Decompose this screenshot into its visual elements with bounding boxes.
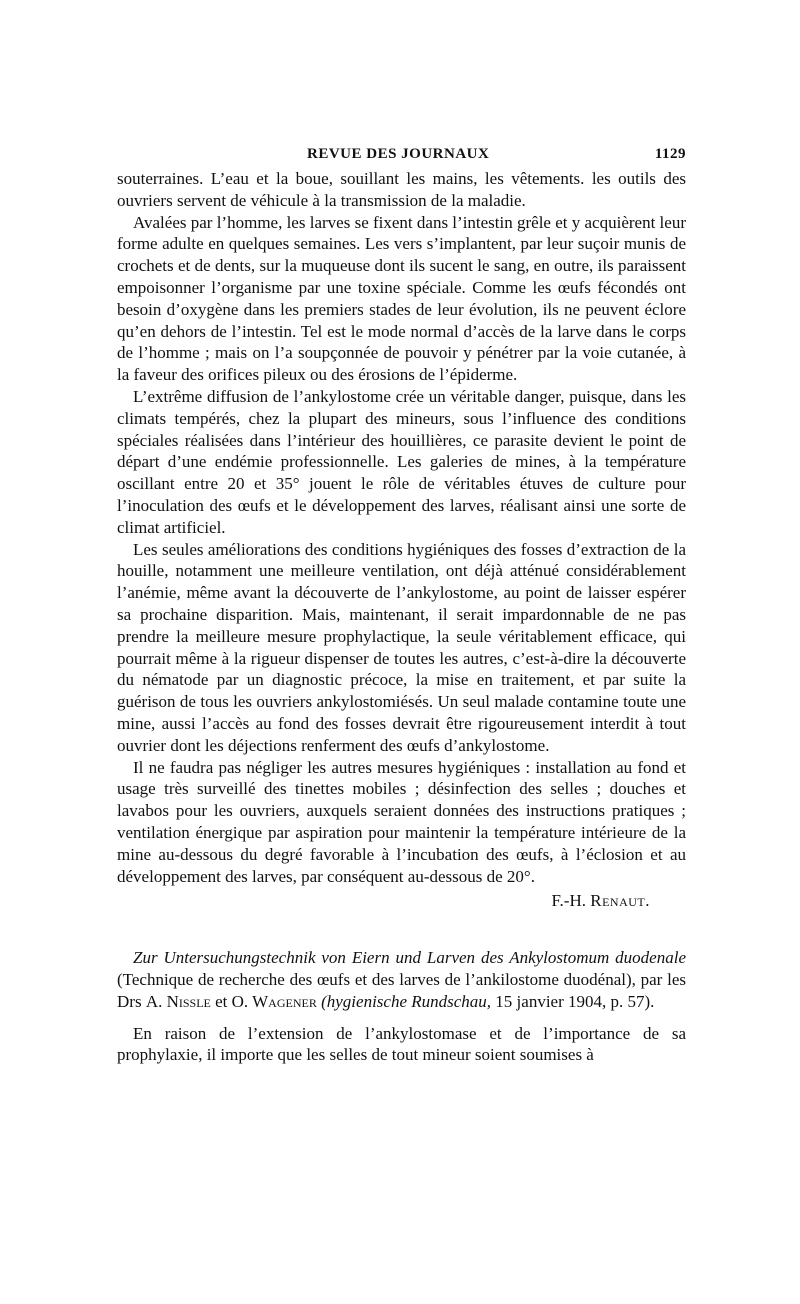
reference-date: 15 janvier 1904, p. 57).: [495, 991, 655, 1011]
author-signature: [117, 891, 686, 911]
reference-author-2: O. Wagener: [231, 991, 317, 1011]
reference-conjunction: et: [215, 991, 228, 1011]
running-head-title: REVUE DES JOURNAUX: [307, 146, 490, 162]
paragraph: En raison de l’extension de l’ankylostomase et de l’importance de sa prophylaxie, il importe que les selles de tout mineur soient soumises à: [117, 1023, 686, 1065]
signature-initials: F.-H.: [551, 891, 586, 911]
page-number: 1129: [654, 146, 686, 162]
paragraph: Les seules améliorations des conditions hygiéniques des fosses d’extraction de la houille, notamment une meilleure ventilation, ont déjà atténué considérablement l’anémie, même avant la découverte de l’ankylostome, au point de laisser espérer sa prochaine disparition. Mais, maintenant, il serait impardonnable de ne pas prendre la meilleure mesure prophylactique, la seule véritablement efficace, qui pourrait même à la rigueur dispenser de toutes les autres, c’est-à-dire la découverte du nématode par un diagnostic précoce, la mise en traitement, et par suite la guérison de tous les ouvriers ankylostomiésés. Un seul malade contamine toute une mine, aussi l’accès au fond des fosses devrait être rigoureusement interdit à tout ouvrier dont les déjections renferment des œufs d’ankylostome.: [117, 539, 686, 755]
running-head: [117, 146, 686, 168]
paragraph: L’extrême diffusion de l’ankylostome crée un véritable danger, puisque, dans les climats tempérés, chez la plupart des mineurs, sous l’influence des conditions spéciales réalisées dans l’intérieur des houillières, ce parasite devient le point de départ d’une endémie professionnelle. Les galeries de mines, à la température oscillant entre 20 et 35° jouent le rôle de véritables étuves de culture pour l’inoculation des œufs et le développement des larves, réalisant ainsi une sorte de climat artificiel.: [117, 386, 686, 537]
article-body: [117, 168, 686, 887]
journal-page: [117, 146, 686, 1066]
signature-name: Renaut.: [590, 891, 650, 911]
paragraph: Avalées par l’homme, les larves se fixent dans l’intestin grêle et y acquièrent leur forme adulte en quelques semaines. Les vers s’implantent, par leur suçoir munis de crochets et de dents, sur la muqueuse dont ils sucent le sang, en outre, ils paraissent empoisonner l’organisme par une toxine spéciale. Comme les œufs fécondés ont besoin d’oxygène dans les premiers stades de leur évolution, ils ne peuvent éclore qu’en dehors de l’intestin. Tel est le mode normal d’accès de la larve dans le corps de l’homme ; mais on l’a soupçonnée de pouvoir y pénétrer par la voie cutanée, à la faveur des orifices pileux ou des érosions de l’épiderme.: [117, 212, 686, 385]
reference-journal: (hygienische Rundschau,: [321, 991, 492, 1011]
paragraph-continued: souterraines. L’eau et la boue, souillant les mains, les vêtements. les outils des ouvriers servent de véhicule à la transmission de la maladie.: [117, 169, 686, 210]
review-reference: [117, 947, 686, 1012]
reference-authors-prefix: Drs: [117, 991, 142, 1011]
paragraph: Il ne faudra pas négliger les autres mesures hygiéniques : installation au fond et usage très surveillé des tinettes mobiles ; désinfection des selles ; douches et lavabos pour les ouvriers, auxquels seraient données des instructions pratiques ; ventilation énergique par aspiration pour maintenir la température intérieure de la mine au-dessous du degré favorable à l’incubation des œufs, à l’éclosion et au développement des larves, par conséquent au-dessous de 20°.: [117, 757, 686, 886]
reference-author-1: A. Nissle: [145, 991, 211, 1011]
reference-translation: (Technique de recherche des œufs et des larves de l’ankilostome duodénal), par les: [117, 970, 686, 990]
reference-title: Zur Untersuchungstechnik von Eiern und Larven des Ankylostomum duodenale: [133, 948, 686, 968]
